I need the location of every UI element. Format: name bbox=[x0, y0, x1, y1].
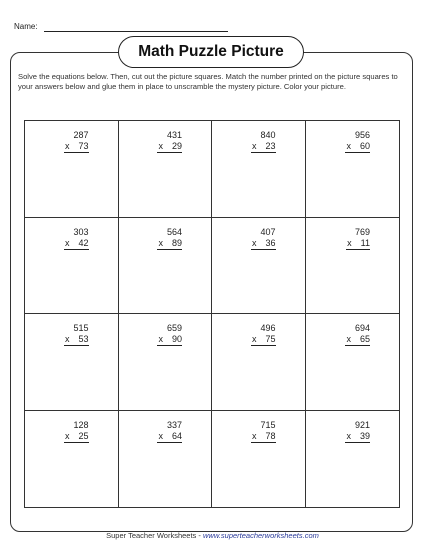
problem-multiplier: 75 bbox=[265, 334, 276, 344]
multiplication-problem bbox=[157, 323, 182, 346]
problem-cell[interactable] bbox=[119, 121, 213, 218]
problem-cell[interactable] bbox=[212, 314, 306, 411]
multiply-sign: x bbox=[158, 334, 163, 344]
problem-multiplicand: 694 bbox=[354, 323, 370, 333]
problem-multiplier: 29 bbox=[171, 141, 182, 151]
problem-cell[interactable] bbox=[25, 314, 119, 411]
multiplication-problem bbox=[251, 323, 276, 346]
instructions-text: Solve the equations below. Then, cut out the picture squares. Match the number printed on the picture squares to your answers below and glue them in place to unscramble the mystery picture. Color your picture. bbox=[18, 72, 398, 92]
problem-multiplier-line bbox=[157, 431, 182, 443]
problem-multiplier-line bbox=[345, 431, 370, 443]
problem-cell[interactable] bbox=[212, 411, 306, 508]
problem-cell[interactable] bbox=[25, 411, 119, 508]
problem-multiplicand: 303 bbox=[73, 226, 89, 237]
multiplication-problem bbox=[64, 130, 89, 153]
problem-multiplicand: 128 bbox=[73, 419, 89, 430]
problem-multiplier-line bbox=[345, 334, 370, 346]
problem-multiplier-line bbox=[64, 141, 89, 153]
multiply-sign: x bbox=[251, 430, 257, 441]
name-answer-line[interactable] bbox=[44, 31, 228, 32]
footer-brand: Super Teacher Worksheets bbox=[106, 531, 197, 540]
footer-separator: - bbox=[196, 531, 203, 540]
problem-multiplier: 36 bbox=[265, 237, 276, 248]
multiply-sign: x bbox=[346, 430, 351, 441]
problem-multiplicand: 840 bbox=[260, 130, 276, 140]
problem-cell[interactable] bbox=[212, 121, 306, 218]
multiply-sign: x bbox=[347, 237, 352, 248]
problem-multiplicand: 287 bbox=[73, 130, 89, 140]
multiplication-problem bbox=[345, 323, 370, 346]
problem-multiplicand: 769 bbox=[354, 226, 370, 237]
problem-multiplier: 90 bbox=[171, 334, 182, 344]
problem-multiplier-line bbox=[64, 238, 89, 250]
multiplication-problem bbox=[251, 420, 276, 443]
problem-cell[interactable] bbox=[306, 218, 400, 315]
multiply-sign: x bbox=[346, 141, 351, 151]
multiply-sign: x bbox=[64, 237, 70, 248]
multiply-sign: x bbox=[158, 141, 163, 151]
worksheet-title: Math Puzzle Picture bbox=[118, 36, 304, 68]
problem-multiplier-line bbox=[157, 238, 182, 250]
problem-multiplicand: 659 bbox=[166, 323, 182, 333]
problem-multiplier-line bbox=[64, 431, 89, 443]
problem-cell[interactable] bbox=[119, 218, 213, 315]
problem-multiplicand: 715 bbox=[260, 419, 276, 430]
problem-multiplicand: 337 bbox=[166, 419, 182, 430]
problem-multiplicand: 921 bbox=[354, 419, 370, 430]
name-label: Name: bbox=[14, 22, 38, 31]
multiply-sign: x bbox=[158, 237, 163, 248]
multiplication-problem bbox=[251, 130, 276, 153]
multiplication-problem bbox=[251, 227, 276, 250]
problem-multiplier: 53 bbox=[78, 334, 89, 344]
problem-multiplier: 23 bbox=[265, 141, 276, 151]
problem-multiplier: 39 bbox=[359, 430, 370, 441]
problem-multiplicand: 564 bbox=[166, 226, 182, 237]
multiplication-problem bbox=[346, 227, 370, 250]
problem-grid bbox=[24, 120, 400, 508]
footer bbox=[0, 531, 425, 540]
problem-cell[interactable] bbox=[25, 121, 119, 218]
multiply-sign: x bbox=[64, 334, 70, 344]
problem-cell[interactable] bbox=[25, 218, 119, 315]
problem-cell[interactable] bbox=[119, 314, 213, 411]
multiply-sign: x bbox=[251, 141, 257, 151]
problem-multiplicand: 431 bbox=[166, 130, 182, 140]
problem-multiplier: 89 bbox=[171, 237, 182, 248]
problem-multiplier: 65 bbox=[359, 334, 370, 344]
problem-multiplier: 11 bbox=[360, 237, 370, 248]
problem-cell[interactable] bbox=[306, 121, 400, 218]
problem-multiplier-line bbox=[251, 141, 276, 153]
problem-multiplicand: 956 bbox=[354, 130, 370, 140]
multiply-sign: x bbox=[251, 334, 257, 344]
multiplication-problem bbox=[64, 323, 89, 346]
problem-multiplicand: 496 bbox=[260, 323, 276, 333]
multiply-sign: x bbox=[64, 141, 70, 151]
problem-cell[interactable] bbox=[306, 314, 400, 411]
problem-multiplier-line bbox=[251, 238, 276, 250]
problem-multiplier: 25 bbox=[78, 430, 89, 441]
multiply-sign: x bbox=[346, 334, 351, 344]
problem-multiplier-line bbox=[64, 334, 89, 346]
multiplication-problem bbox=[157, 130, 182, 153]
problem-multiplier-line bbox=[346, 238, 370, 250]
multiplication-problem bbox=[157, 227, 182, 250]
multiply-sign: x bbox=[64, 430, 70, 441]
problem-multiplicand: 407 bbox=[260, 226, 276, 237]
problem-multiplier-line bbox=[157, 141, 182, 153]
multiplication-problem bbox=[345, 420, 370, 443]
problem-multiplier: 60 bbox=[359, 141, 370, 151]
multiply-sign: x bbox=[251, 237, 257, 248]
problem-multiplier-line bbox=[345, 141, 370, 153]
multiplication-problem bbox=[345, 130, 370, 153]
problem-cell[interactable] bbox=[306, 411, 400, 508]
problem-multiplier: 73 bbox=[78, 141, 89, 151]
multiply-sign: x bbox=[158, 430, 163, 441]
multiplication-problem bbox=[64, 227, 89, 250]
multiplication-problem bbox=[157, 420, 182, 443]
multiplication-problem bbox=[64, 420, 89, 443]
problem-multiplier: 78 bbox=[265, 430, 276, 441]
problem-multiplier: 42 bbox=[78, 237, 89, 248]
problem-cell[interactable] bbox=[119, 411, 213, 508]
problem-multiplier: 64 bbox=[171, 430, 182, 441]
problem-multiplier-line bbox=[251, 431, 276, 443]
problem-multiplier-line bbox=[251, 334, 276, 346]
footer-url[interactable]: www.superteacherworksheets.com bbox=[202, 531, 319, 540]
problem-multiplicand: 515 bbox=[73, 323, 89, 333]
problem-multiplier-line bbox=[157, 334, 182, 346]
problem-cell[interactable] bbox=[212, 218, 306, 315]
